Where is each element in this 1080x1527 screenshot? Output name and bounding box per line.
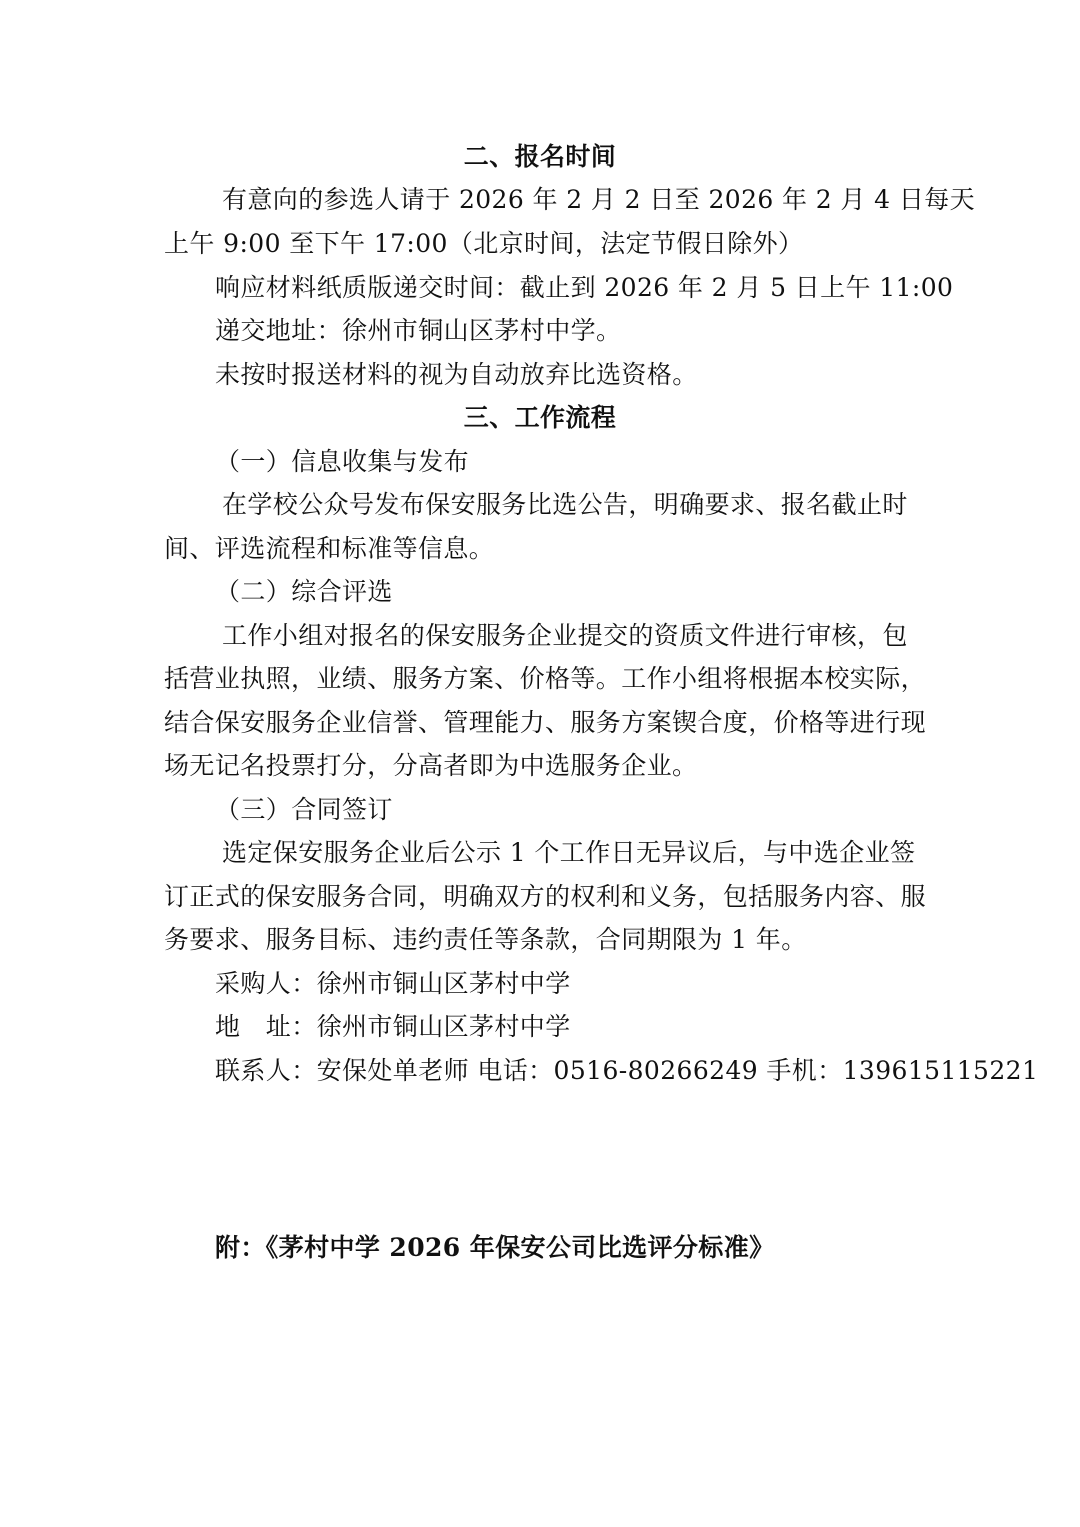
evaluation-line-1: 工作小组对报名的保安服务企业提交的资质文件进行审核，包 [222, 621, 908, 650]
late-submission-note: 未按时报送材料的视为自动放弃比选资格。 [215, 360, 698, 389]
info-release-line-2: 间、评选流程和标准等信息。 [164, 534, 495, 563]
section-heading-workflow: 三、工作流程 [463, 403, 617, 432]
info-release-line-1: 在学校公众号发布保安服务比选公告，明确要求、报名截止时 [222, 490, 908, 519]
contract-line-3: 务要求、服务目标、违约责任等条款，合同期限为 1 年。 [164, 925, 807, 954]
submission-address: 递交地址：徐州市铜山区茅村中学。 [215, 316, 622, 345]
subsection-title-info-release: （一）信息收集与发布 [215, 447, 470, 476]
subsection-title-evaluation: （二）综合评选 [215, 577, 393, 606]
section-heading-registration-time: 二、报名时间 [463, 142, 617, 171]
contact-line: 联系人：安保处单老师 电话：0516-80266249 手机：13961511522​1 [215, 1056, 1039, 1085]
evaluation-line-3: 结合保安服务企业信誉、管理能力、服务方案锲合度，价格等进行现 [164, 708, 927, 737]
subsection-title-contract: （三）合同签订 [215, 795, 393, 824]
address-line: 地 址：徐州市铜山区茅村中学 [215, 1012, 571, 1041]
registration-period-line-1: 有意向的参选人请于 2026 年 2 月 2 日至 2026 年 2 月 4 日每天 [222, 185, 976, 214]
contract-line-2: 订正式的保安服务合同，明确双方的权利和义务，包括服务内容、服 [164, 882, 927, 911]
contract-line-1: 选定保安服务企业后公示 1 个工作日无异议后，与中选企业签 [222, 838, 916, 867]
registration-period-line-2: 上午 9:00 至下午 17:00（北京时间，法定节假日除外） [164, 229, 804, 258]
evaluation-line-4: 场无记名投票打分，分高者即为中选服务企业。 [164, 751, 698, 780]
evaluation-line-2: 括营业执照，业绩、服务方案、价格等。工作小组将根据本校实际， [164, 664, 927, 693]
submission-deadline: 响应材料纸质版递交时间：截止到 2026 年 2 月 5 日上午 11:00 [215, 273, 954, 302]
attachment-note: 附：《茅村中学 2026 年保安公司比选评分标准》 [215, 1233, 775, 1262]
purchaser-line: 采购人：徐州市铜山区茅村中学 [215, 969, 571, 998]
